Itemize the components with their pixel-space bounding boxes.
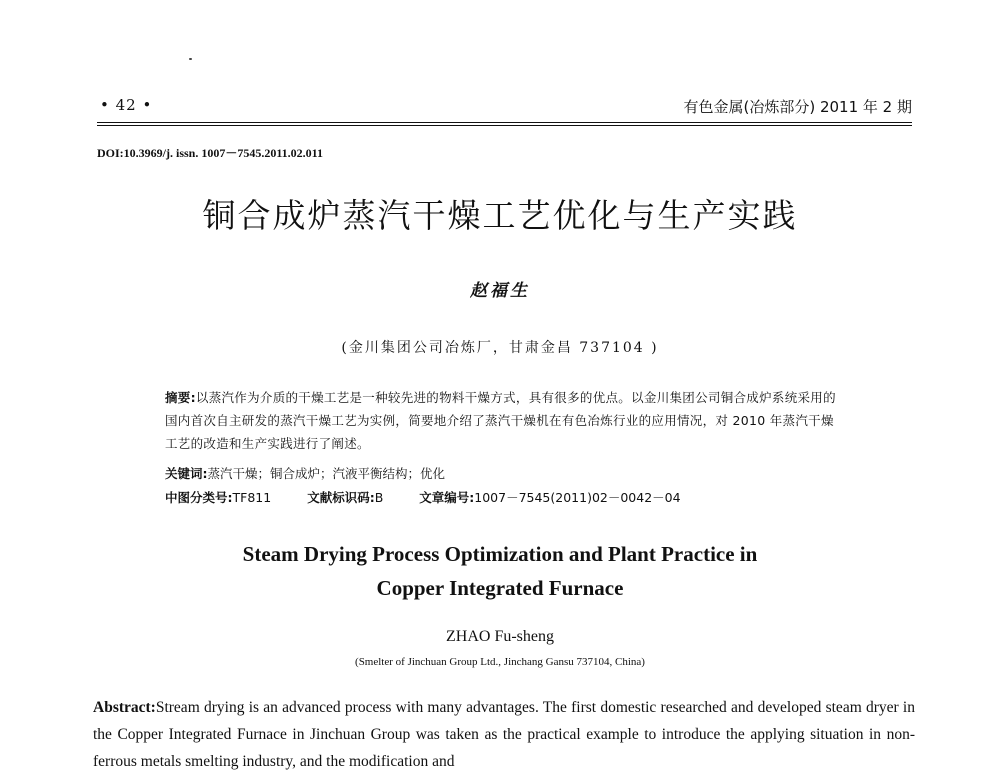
scan-speck: [189, 58, 192, 60]
abstract-cn-text: 以蒸汽作为介质的干燥工艺是一种较先进的物料干燥方式，具有很多的优点。以金川集团公司铜合成炉系统采用的国内首次自主研发的蒸汽干燥工艺为实例，简要地介绍了蒸汽干燥机在有色冶炼行业的应用情况，对 2010 年蒸汽干燥工艺的改造和生产实践进行了阐述。: [165, 390, 836, 451]
author-english: ZHAO Fu-sheng: [446, 628, 554, 645]
doi: DOI:10.3969/j. issn. 1007－7545.2011.02.011: [97, 146, 324, 160]
header-rule-bottom: [97, 125, 912, 126]
title-chinese: 铜合成炉蒸汽干燥工艺优化与生产实践: [202, 196, 798, 235]
title-english-line2: Copper Integrated Furnace: [376, 576, 624, 600]
abstract-cn-label: 摘要:: [165, 390, 196, 405]
page-number: • 42 •: [100, 96, 153, 114]
classification-line: [165, 488, 681, 506]
title-english-line1: Steam Drying Process Optimization and Plant Practice in: [242, 542, 758, 566]
abstract-en-text: Stream drying is an advanced process with many advantages. The first domestic researched and developed steam dryer in the Copper Integrated Furnace in Jinchuan Group was taken as the practical example to introduce the applying situation in non-ferrous metals smelting industry, and the modification and: [93, 699, 915, 770]
header-rule-top: [97, 122, 912, 123]
abstract-en-label: Abstract:: [93, 699, 156, 716]
article-number-value: 1007－7545(2011)02－0042－04: [474, 490, 681, 505]
clc-value: TF811: [232, 490, 272, 505]
affiliation-chinese: (金川集团公司冶炼厂，甘肃金昌 737104 ): [341, 340, 659, 356]
affiliation-english: (Smelter of Jinchuan Group Ltd., Jinchang Gansu 737104, China): [355, 656, 645, 668]
author-chinese: 赵福生: [470, 281, 530, 301]
doc-code-value: B: [374, 490, 384, 505]
abstract-english: [93, 694, 915, 775]
doc-code-label: 文献标识码:: [307, 490, 375, 505]
article-number-label: 文章编号:: [419, 490, 475, 505]
title-english: [0, 537, 1000, 605]
keywords-chinese: [165, 464, 445, 482]
keywords-text: 蒸汽干燥；铜合成炉；汽液平衡结构；优化: [207, 466, 446, 481]
keywords-label: 关键词:: [165, 466, 208, 481]
clc-label: 中图分类号:: [165, 490, 233, 505]
running-header: [100, 96, 912, 118]
abstract-chinese: [165, 386, 845, 455]
journal-issue: 有色金属(冶炼部分) 2011 年 2 期: [683, 98, 912, 116]
